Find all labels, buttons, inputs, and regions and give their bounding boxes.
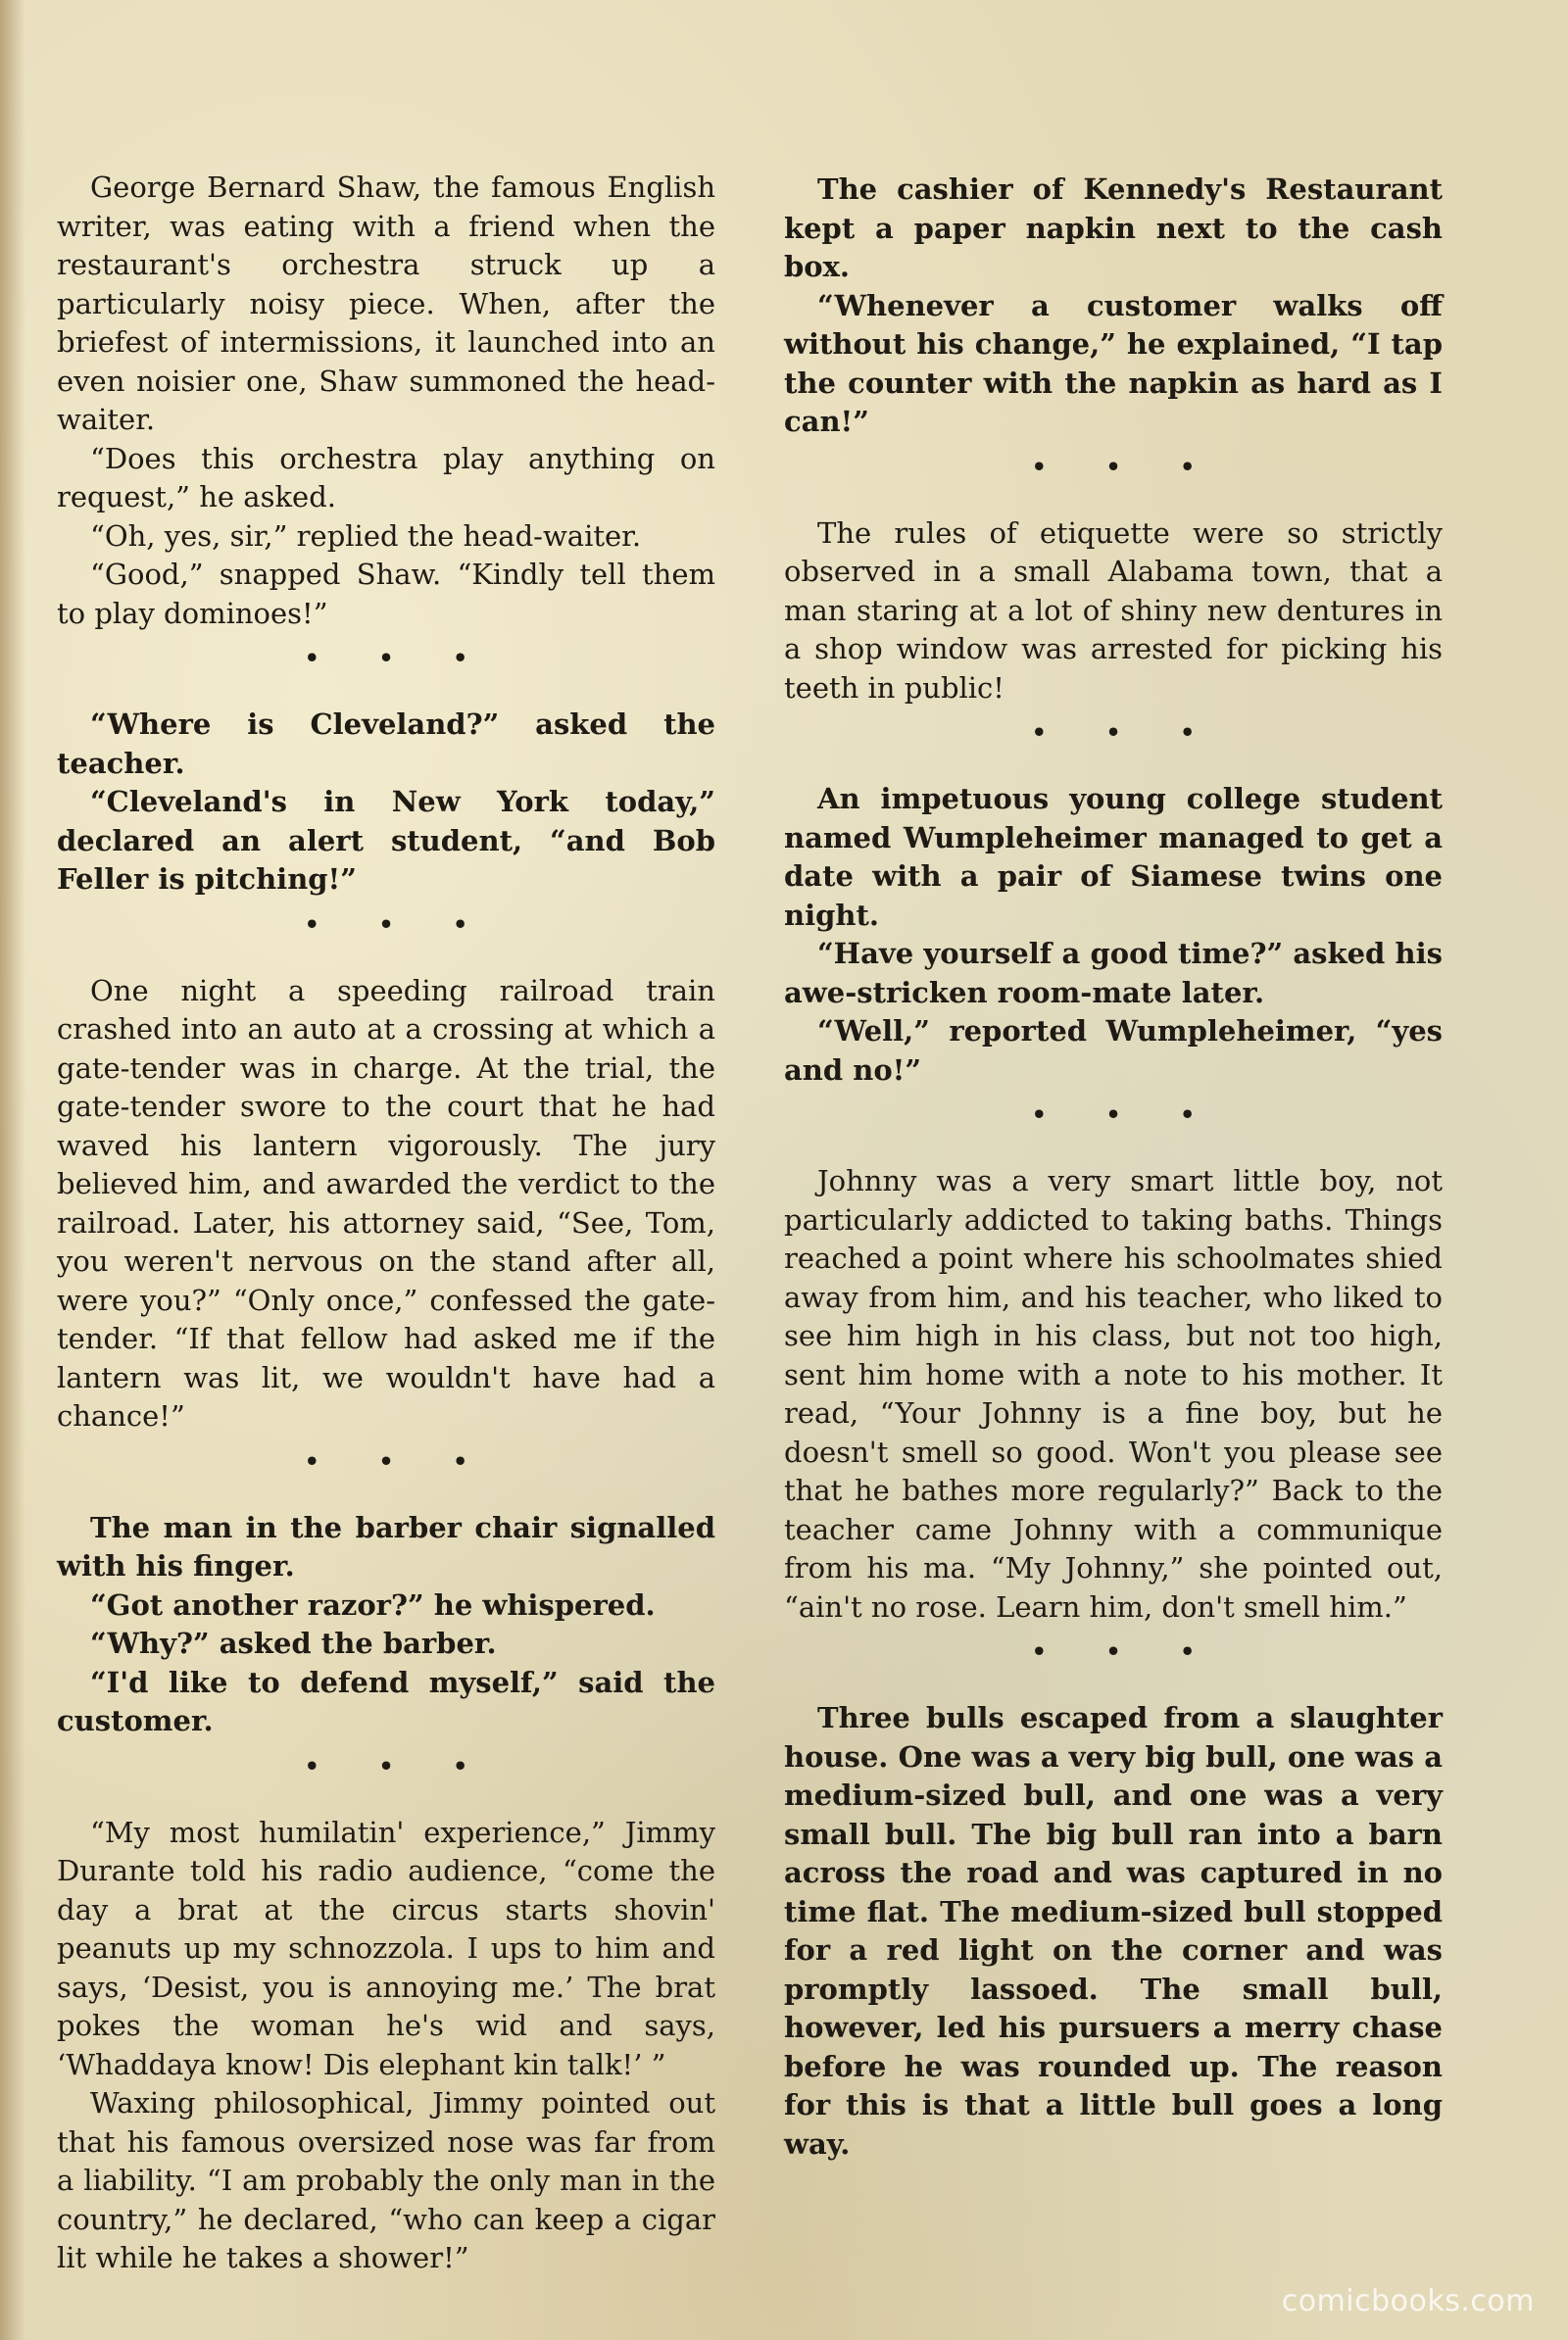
story-separator: • • • — [304, 1446, 494, 1476]
story-siamese-twins — [784, 780, 1443, 1090]
site-watermark: comicbooks.com — [1281, 2284, 1535, 2318]
paragraph: “Does this orchestra play anything on request,” he asked. — [57, 441, 715, 513]
paragraph: “I'd like to defend myself,” said the customer. — [57, 1665, 715, 1737]
paragraph: “Well,” reported Wumpleheimer, “yes and no!” — [784, 1014, 1443, 1087]
right-column — [784, 171, 1443, 2164]
story-separator: • • • — [1031, 1100, 1221, 1129]
paragraph: An impetuous young college student named Wumpleheimer managed to get a date with a pair of Siamese twins one night. — [784, 782, 1443, 932]
paragraph: The man in the barber chair signalled with his finger. — [57, 1510, 715, 1583]
story-cashier-napkin — [784, 171, 1443, 442]
story-separator: • • • — [304, 909, 494, 939]
story-separator: • • • — [1031, 452, 1221, 481]
paragraph: George Bernard Shaw, the famous English writer, was eating with a friend when the restaurant's orchestra struck up a particularly noisy piece. When, after the briefest of intermissions, it launched into an even noisier one, Shaw summoned the head-waiter. — [57, 171, 715, 436]
paragraph: “Where is Cleveland?” asked the teacher. — [57, 707, 715, 780]
paragraph: “Good,” snapped Shaw. “Kindly tell them to play dominoes!” — [57, 558, 715, 630]
paragraph: Johnny was a very smart little boy, not particularly addicted to taking baths. Things reached a point where his schoolmates shied away from him, and his teacher, who liked to see him high in his class, but not too high, sent him home with a note to his mother. It read, “Your Johnny is a fine boy, but he doesn't smell so good. Won't you please see that he bathes more regularly?” Back to the teacher came Johnny with a communique from his ma. “My Johnny,” she pointed out, “ain't no rose. Learn him, don't smell him.” — [784, 1164, 1443, 1624]
paragraph: One night a speeding railroad train crashed into an auto at a crossing at which a gate-tender was in charge. At the trial, the gate-tender swore to the court that he had waved his lantern vigorously. The jury believed him, and awarded the verdict to the railroad. Later, his attorney said, “See, Tom, you weren't nervous on the stand after all, were you?” “Only once,” confessed the gate-tender. “If that fellow had asked me if the lantern was lit, we wouldn't have had a chance!” — [57, 973, 715, 1433]
story-separator: • • • — [304, 1751, 494, 1780]
paragraph: Three bulls escaped from a slaughter house. One was a very big bull, one was a medium-sized bull, and one was a very small bull. The big bull ran into a barn across the road and was captured in no time flat. The medium-sized bull stopped for a red light on the corner and was promptly lassoed. The small bull, however, led his pursuers a merry chase before he was rounded up. The reason for this is that a little bull goes a long way. — [784, 1701, 1443, 2161]
story-separator: • • • — [304, 644, 494, 672]
story-separator: • • • — [1031, 718, 1221, 747]
paragraph: “Have yourself a good time?” asked his awe-stricken room-mate later. — [784, 937, 1443, 1009]
paragraph: “My most humilatin' experience,” Jimmy Durante told his radio audience, “come the day a brat at the circus starts shovin' peanuts up my schnozzola. I ups to him and says, ‘Desist, you is annoying me.’ The brat pokes the woman he's wid and says, ‘Whaddaya know! Dis elephant kin talk!’ ” — [57, 1815, 715, 2081]
paragraph: “Whenever a customer walks off without his change,” he explained, “I tap the counter with the napkin as hard as I can!” — [784, 288, 1443, 438]
paragraph: “Got another razor?” he whispered. — [90, 1587, 656, 1622]
story-etiquette — [784, 514, 1443, 708]
story-shaw-orchestra — [57, 169, 715, 633]
story-three-bulls — [784, 1699, 1443, 2164]
paragraph: Waxing philosophical, Jimmy pointed out that his famous oversized nose was far from a liability. “I am probably the only man in the country,” he declared, “who can keep a cigar lit while he takes a shower!” — [57, 2086, 715, 2274]
story-cleveland — [57, 706, 715, 900]
story-jimmy-durante — [57, 1814, 715, 2278]
paragraph: “Why?” asked the barber. — [90, 1627, 497, 1660]
paragraph: “Oh, yes, sir,” replied the head-waiter. — [90, 518, 642, 553]
paragraph: The rules of etiquette were so strictly observed in a small Alabama town, that a man staring at a lot of shiny new dentures in a shop window was arrested for picking his teeth in public! — [784, 515, 1443, 705]
paragraph: “Cleveland's in New York today,” declared an alert student, “and Bob Feller is pitching!” — [57, 785, 715, 896]
page-edge-shadow — [0, 0, 25, 2340]
story-railroad-train — [57, 972, 715, 1437]
story-separator: • • • — [1031, 1637, 1221, 1666]
story-johnny-baths — [784, 1162, 1443, 1627]
left-column — [57, 169, 715, 2278]
story-barber-chair — [57, 1509, 715, 1741]
paragraph: The cashier of Kennedy's Restaurant kept a paper napkin next to the cash box. — [784, 172, 1443, 283]
